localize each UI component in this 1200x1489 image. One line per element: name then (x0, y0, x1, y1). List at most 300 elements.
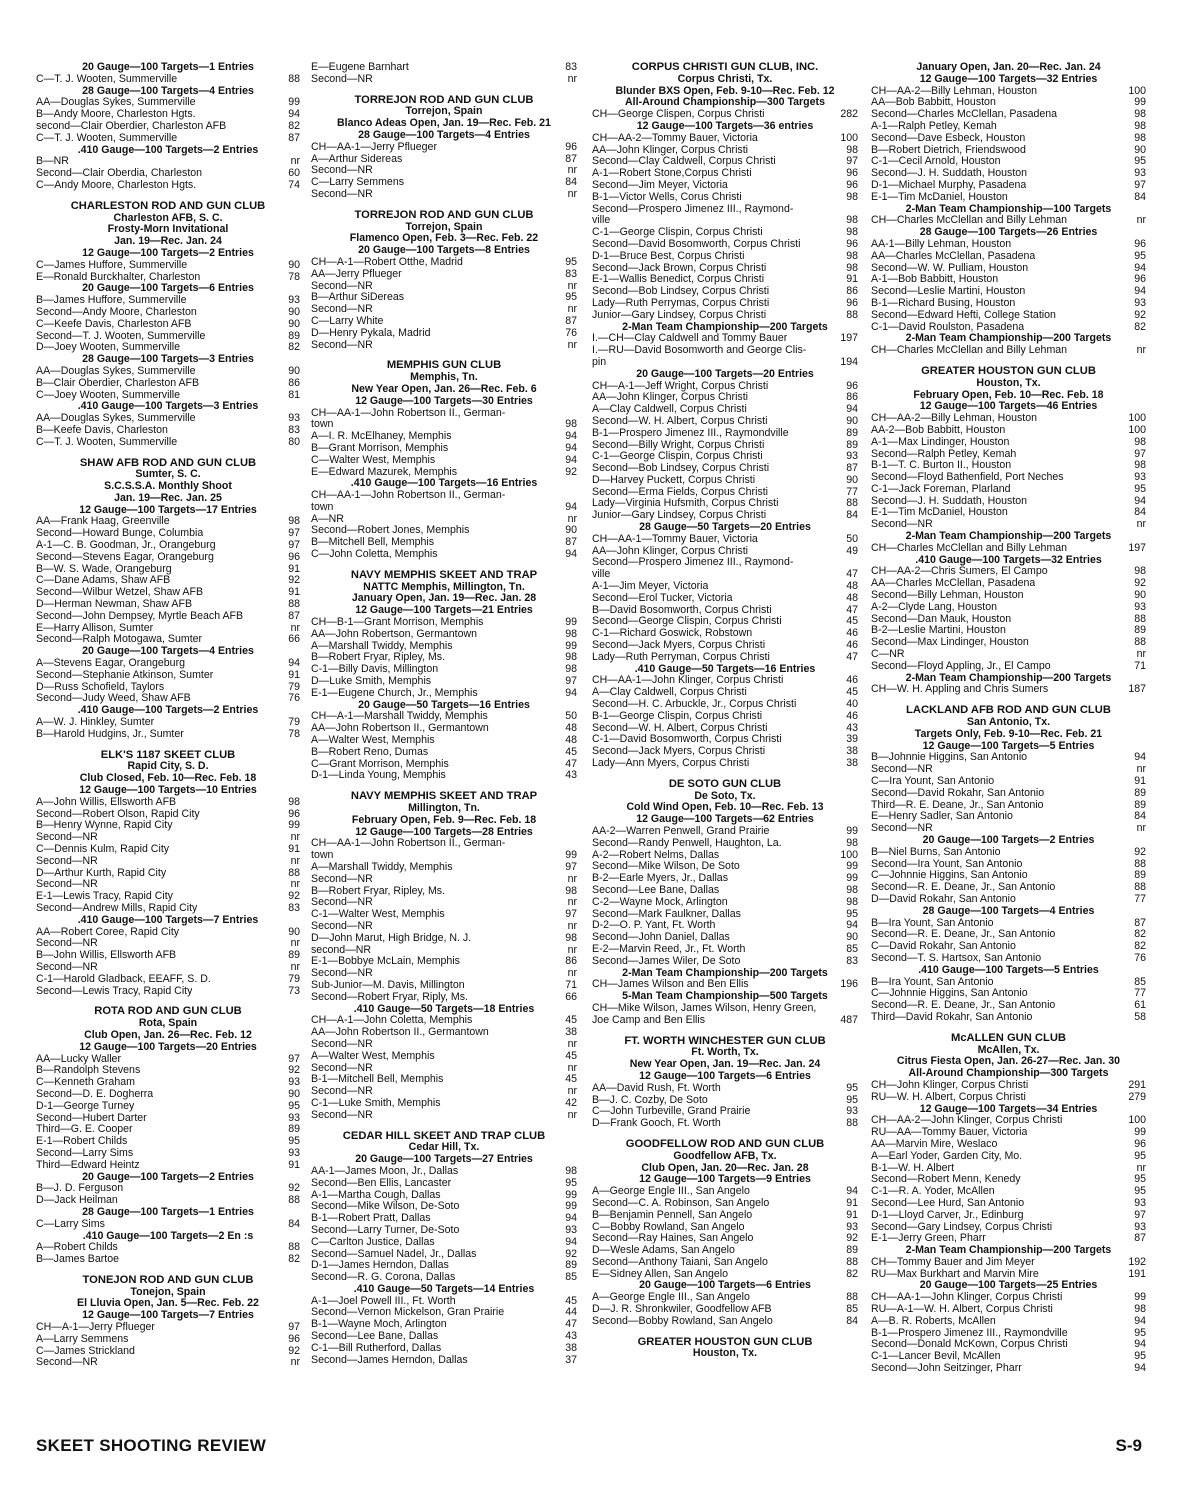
shooter-name: Second—Clair Oberdia, Charleston (36, 168, 203, 180)
shooter-name: CH—AA-1—John Robertson II., German- (311, 838, 506, 850)
result-row (592, 838, 858, 850)
shooter-name: Lady—Ruth Perrymas, Corpus Christi (592, 297, 770, 309)
shooter-name: B—J. D. Ferguson (36, 1183, 124, 1195)
score: 96 (288, 1332, 300, 1345)
shooter-name: C-2—Wayne Mock, Arlington (592, 896, 728, 908)
result-row (311, 874, 577, 886)
shooter-name: C-1—Billy Davis, Millington (311, 664, 439, 676)
result-row (871, 625, 1146, 637)
shooter-name: Second—Clay Caldwell, Corpus Christi (592, 156, 776, 168)
score: 89 (1134, 798, 1146, 811)
score: 82 (1134, 940, 1146, 953)
score: nr (567, 919, 577, 932)
shooter-name: D-1—George Turney (36, 1100, 135, 1112)
shooter-name: A-1—Martha Cough, Dallas (311, 1189, 441, 1201)
shooter-name: A—Walter West, Memphis (311, 735, 435, 747)
result-row (36, 670, 300, 682)
score: 89 (846, 426, 858, 439)
score: 99 (565, 849, 577, 862)
shooter-name: AA—Charles McClellan, Pasadena (871, 578, 1036, 590)
result-row (311, 257, 577, 269)
results-block (311, 62, 577, 86)
score: 77 (1134, 987, 1146, 1000)
result-row (36, 1357, 300, 1369)
result-row (311, 980, 577, 992)
score: 88 (288, 866, 300, 879)
shooter-name: CH—A-1—John Coletta, Memphis (311, 1015, 473, 1027)
score: 95 (288, 1135, 300, 1148)
club-info: Rapid City, S. D. (127, 760, 209, 773)
shooter-name: Second—Mike Wilson, De-Soto (311, 1201, 460, 1213)
results-block (36, 1042, 300, 1172)
result-row (871, 800, 1146, 812)
event-heading: .410 Gauge—100 Targets—3 Entries (77, 400, 259, 413)
score: 89 (288, 949, 300, 962)
results-block (36, 785, 300, 915)
result-row (871, 298, 1146, 310)
result-row (592, 1257, 858, 1269)
score: 95 (846, 1081, 858, 1094)
results-block (871, 366, 1146, 401)
result-row (871, 239, 1146, 251)
result-row (36, 425, 300, 437)
score: 95 (1134, 249, 1146, 262)
shooter-name: Second—NR (36, 961, 98, 973)
shooter-name: Lady—Virginia Hufsmith, Corpus Christi (592, 498, 779, 510)
score: 99 (1134, 96, 1146, 109)
shooter-name: Second—James Herndon, Dallas (311, 1354, 468, 1366)
result-row (36, 97, 300, 109)
shooter-name: CH—AA-2—John Klinger, Corpus Christi (871, 1115, 1063, 1127)
shooter-name: B—W. S. Wade, Orangeburg (36, 563, 172, 575)
score: 98 (846, 190, 858, 203)
score: 90 (846, 473, 858, 486)
shooter-name: Second—R. E. Deane, Jr., San Antonio (871, 1000, 1056, 1012)
shooter-name: C—Keefe Davis, Charleston AFB (36, 318, 192, 330)
result-row (871, 637, 1146, 649)
event-heading: .410 Gauge—100 Targets—2 Entries (77, 704, 259, 717)
score: 99 (846, 860, 858, 873)
event-heading: 2-Man Team Championship—200 Targets (905, 530, 1112, 543)
score: nr (290, 854, 300, 867)
score: 99 (846, 872, 858, 885)
shooter-name: Second—Floyd Bathenfield, Port Neches (871, 472, 1064, 484)
club-title: NAVY MEMPHIS SKEET AND TRAP (350, 790, 538, 803)
shooter-name: B-1—T. C. Burton II., Houston (871, 460, 1012, 472)
result-row (36, 1242, 300, 1254)
shooter-name: Second—NR (36, 1357, 98, 1369)
shooter-name: Second—Charles McClellan, Pasadena (871, 109, 1058, 121)
shooter-name: Second—David Bosomworth, Corpus Christi (592, 238, 801, 250)
score: 91 (288, 562, 300, 575)
results-block (36, 1172, 300, 1207)
result-row (871, 1139, 1146, 1151)
result-row (592, 699, 858, 711)
club-info: S.C.S.S.A. Monthly Shoot (104, 480, 232, 493)
result-row (36, 295, 300, 307)
shooter-name: D-1—Lloyd Carver, Jr., Edinburg (871, 1209, 1024, 1221)
score: 98 (565, 663, 577, 676)
score: 97 (288, 527, 300, 540)
results-block (592, 369, 858, 522)
score: 192 (1128, 1255, 1146, 1268)
score: 93 (1134, 1196, 1146, 1209)
club-title: GREATER HOUSTON GUN CLUB (921, 364, 1096, 377)
shooter-name: Second—Donald McKown, Corpus Christi (871, 1339, 1068, 1351)
score: 98 (1134, 459, 1146, 472)
shooter-name: Third—R. E. Deane, Jr., San Antonio (871, 799, 1044, 811)
event-heading: 12 Gauge—100 Targets—46 Entries (919, 400, 1098, 413)
shooter-name: Second—Leslie Martini, Houston (871, 286, 1026, 298)
score: nr (290, 621, 300, 634)
score: 84 (846, 1314, 858, 1327)
score: 82 (1134, 320, 1146, 333)
event-heading: January Open, Jan. 20—Rec. Jan. 24 (916, 61, 1101, 73)
result-row (871, 1012, 1146, 1024)
result-row (871, 145, 1146, 157)
event-heading: .410 Gauge—100 Targets—2 Entries (77, 143, 259, 156)
shooter-name: C—T. J. Wooten, Summerville (36, 436, 178, 448)
result-row (311, 502, 577, 514)
score: 48 (565, 722, 577, 735)
results-block (36, 62, 300, 86)
score: 97 (846, 155, 858, 168)
result-row (871, 310, 1146, 322)
result-row (871, 543, 1146, 555)
shooter-name: C-1—Harold Gladback, EEAFF, S. D. (36, 973, 211, 985)
score: 98 (288, 515, 300, 528)
result-row (36, 682, 300, 694)
result-row (592, 451, 858, 463)
score: 88 (846, 497, 858, 510)
result-row (36, 180, 300, 192)
score: 44 (565, 1306, 577, 1319)
club-info: Jan. 19—Rec. Jan. 25 (114, 491, 222, 504)
shooter-name: B—Ira Yount, San Antonio (871, 976, 994, 988)
score: 47 (846, 603, 858, 616)
shooter-name: town (311, 501, 334, 513)
score: 99 (565, 639, 577, 652)
shooter-name: C—Andy Moore, Charleston Hgts. (36, 179, 197, 191)
results-block (311, 1154, 577, 1284)
shooter-name: D—Harvey Puckett, Corpus Christi (592, 474, 756, 486)
score: 89 (288, 329, 300, 342)
results-block (36, 705, 300, 740)
shooter-name: A—Arthur Sidereas (311, 153, 403, 165)
result-row (871, 788, 1146, 800)
score: 98 (565, 931, 577, 944)
shooter-name: Second—J. H. Suddath, Houston (871, 168, 1028, 180)
score: 94 (565, 430, 577, 443)
score: 95 (1134, 1185, 1146, 1198)
result-row (311, 992, 577, 1004)
score: 91 (288, 668, 300, 681)
shooter-name: Second—W. W. Pulliam, Houston (871, 262, 1029, 274)
result-row (592, 180, 858, 192)
shooter-name: Lady—Ann Myers, Corpus Christi (592, 758, 750, 770)
score: 92 (288, 1064, 300, 1077)
club-info: January Open, Jan. 19—Rec. Jan. 28 (351, 592, 537, 605)
shooter-name: CH—Charles McClellan and Billy Lehman (871, 215, 1068, 227)
shooter-name: CH—James Wilson and Ben Ellis (592, 979, 749, 991)
shooter-name: B—John Willis, Ellsworth AFB (36, 950, 177, 962)
shooter-name: Junior—Gary Lindsey, Corpus Christi (592, 510, 767, 522)
shooter-name: B-1—W. H. Albert (871, 1162, 955, 1174)
shooter-name: B-1—Victor Wells, Corus Christi (592, 191, 742, 203)
score: 45 (846, 615, 858, 628)
score: 45 (846, 686, 858, 699)
results-block (592, 991, 858, 1026)
result-row (871, 764, 1146, 776)
result-row (871, 192, 1146, 204)
result-row (871, 941, 1146, 953)
shooter-name: CH—A-1—Marshall Twiddy, Memphis (311, 711, 488, 723)
score: 95 (288, 1099, 300, 1112)
result-row (592, 1186, 858, 1198)
score: 46 (846, 709, 858, 722)
results-block (36, 1275, 300, 1310)
shooter-name: A—George Engle III., San Angelo (592, 1292, 750, 1304)
score: 94 (565, 441, 577, 454)
results-block (592, 664, 858, 770)
result-row (36, 156, 300, 168)
results-block (311, 396, 577, 479)
shooter-name: D-1—Bruce Best, Corpus Christi (592, 250, 745, 262)
score: 96 (846, 178, 858, 191)
event-heading: 12 Gauge—100 Targets—30 Entries (355, 394, 533, 407)
event-heading: 2-Man Team Championship—200 Targets (905, 332, 1112, 345)
score: 88 (1134, 636, 1146, 649)
score: 98 (846, 261, 858, 274)
result-row (311, 281, 577, 293)
shooter-name: CH—AA-1—Tommy Bauer, Victoria (592, 533, 758, 545)
shooter-name: Second—Gary Lindsey, Corpus Christi (871, 1221, 1053, 1233)
score: 98 (1134, 1303, 1146, 1316)
shooter-name: D—Henry Pykala, Madrid (311, 327, 431, 339)
result-row (36, 1113, 300, 1125)
shooter-name: C-1—George Clispin, Corpus Christi (592, 227, 763, 239)
club-title: CHARLESTON ROD AND GUN CLUB (70, 199, 266, 212)
score: 76 (1134, 951, 1146, 964)
shooter-name: Sub-Junior—M. Davis, Millington (311, 979, 465, 991)
result-row (36, 552, 300, 564)
score: 94 (565, 1235, 577, 1248)
club-info: All-Around Championship—300 Targets (908, 1067, 1109, 1080)
score: 83 (288, 901, 300, 914)
score: 93 (565, 1223, 577, 1236)
result-row (36, 809, 300, 821)
results-block (36, 354, 300, 401)
result-row (871, 1186, 1146, 1198)
club-info: Club Open, Jan. 26—Rec. Feb. 12 (84, 1028, 252, 1041)
shooter-name: B—Johnnie Higgins, San Antonio (871, 752, 1028, 764)
result-row (871, 870, 1146, 882)
result-row (311, 514, 577, 526)
score: 88 (846, 1255, 858, 1268)
shooter-name: D—Luke Smith, Memphis (311, 676, 432, 688)
score: 96 (846, 167, 858, 180)
result-row (871, 614, 1146, 626)
shooter-name: Second—W. H. Albert, Corpus Christi (592, 415, 768, 427)
club-info: Flamenco Open, Feb. 3—Rec. Feb. 22 (349, 232, 539, 245)
result-row (36, 528, 300, 540)
shooter-name: C—T. J. Wooten, Summerville (36, 132, 178, 144)
score: 47 (565, 1318, 577, 1331)
club-title: TORREJON ROD AND GUN CLUB (354, 93, 534, 106)
shooter-name: Second—Billy Wright, Corpus Christi (592, 439, 765, 451)
club-info: New Year Open, Jan. 26—Rec. Feb. 6 (351, 382, 537, 395)
shooter-name: C—Ira Yount, San Antonio (871, 776, 995, 788)
shooter-name: C—Johnnie Higgins, San Antonio (871, 870, 1028, 882)
score: 191 (1128, 1267, 1146, 1280)
result-row (592, 897, 858, 909)
shooter-name: E-1—Lewis Tracy, Rapid City (36, 891, 173, 903)
result-row (871, 1292, 1146, 1304)
results-block (592, 1036, 858, 1071)
shooter-name: A-2—Clyde Lang, Houston (871, 601, 998, 613)
result-row (871, 578, 1146, 590)
result-row (592, 440, 858, 452)
score: 89 (565, 1259, 577, 1272)
results-block (592, 1139, 858, 1174)
score: 94 (1134, 1338, 1146, 1351)
result-row (36, 986, 300, 998)
club-info: McAllen, Tx. (977, 1043, 1040, 1056)
club-info: Tonejon, Spain (130, 1285, 206, 1298)
shooter-name: A-1—Ralph Petley, Kemah (871, 120, 997, 132)
result-row (592, 298, 858, 310)
shooter-name: B—Robert Dietrich, Friendswood (871, 144, 1026, 156)
result-row (592, 463, 858, 475)
score: 194 (840, 355, 858, 368)
shooter-name: Second—George Clispin, Corpus Christi (592, 616, 782, 628)
result-row (592, 723, 858, 735)
results-column-3 (592, 62, 858, 1360)
score: nr (567, 1085, 577, 1098)
shooter-name: C-1—Walter West, Memphis (311, 909, 445, 921)
result-row (592, 909, 858, 921)
shooter-name: Joe Camp and Ben Ellis (592, 1014, 706, 1026)
club-title: NAVY MEMPHIS SKEET AND TRAP (350, 568, 538, 581)
score: 94 (1134, 1314, 1146, 1327)
shooter-name: Second—Lewis Tracy, Rapid City (36, 985, 193, 997)
result-row (592, 133, 858, 145)
event-heading: 12 Gauge—100 Targets—36 entries (636, 119, 814, 132)
result-row (311, 664, 577, 676)
score: 39 (846, 733, 858, 746)
result-row (36, 109, 300, 121)
result-row (36, 587, 300, 599)
shooter-name: B—James Bartoe (36, 1254, 120, 1266)
shooter-name: D—Joey Wooten, Summerville (36, 342, 181, 354)
shooter-name: AA—Jerry Pflueger (311, 268, 402, 280)
score: 96 (846, 296, 858, 309)
results-block (871, 401, 1146, 531)
results-block (36, 458, 300, 505)
shooter-name: Second—Erma Fields, Corpus Christi (592, 486, 769, 498)
score: 49 (846, 544, 858, 557)
shooter-name: Second—Dan Mauk, Houston (871, 613, 1012, 625)
result-row (592, 428, 858, 440)
shooter-name: CH—George Clispen, Corpus Christi (592, 109, 765, 121)
result-row (871, 602, 1146, 614)
result-row (311, 1319, 577, 1331)
score: 43 (846, 721, 858, 734)
shooter-name: D-1—James Herndon, Dallas (311, 1260, 449, 1272)
score: 96 (1134, 1137, 1146, 1150)
shooter-name: Second—Hubert Darter (36, 1112, 147, 1124)
score: nr (567, 967, 577, 980)
result-row (871, 425, 1146, 437)
results-block (592, 968, 858, 992)
shooter-name: B—David Bosomworth, Corpus Christi (592, 604, 772, 616)
score: 38 (565, 1026, 577, 1039)
result-row (36, 1148, 300, 1160)
results-block (36, 1231, 300, 1266)
shooter-name: AA—Douglas Sykes, Summerville (36, 97, 196, 109)
score: 90 (288, 1087, 300, 1100)
shooter-name: Second—Bobby Rowland, San Angelo (592, 1315, 773, 1327)
result-row (592, 534, 858, 546)
results-block (36, 505, 300, 647)
score: 97 (288, 539, 300, 552)
score: 45 (565, 1014, 577, 1027)
shooter-name: Second—Vernon Mickelson, Gran Prairie (311, 1307, 505, 1319)
results-block (592, 1337, 858, 1361)
score: 94 (565, 548, 577, 561)
shooter-name: B-1—Mitchell Bell, Memphis (311, 1074, 444, 1086)
results-block (871, 531, 1146, 555)
score: 96 (846, 379, 858, 392)
score: 99 (1134, 1126, 1146, 1139)
result-row (871, 413, 1146, 425)
shooter-name: Second—Stephanie Atkinson, Sumter (36, 669, 214, 681)
shooter-name: Second—Ira Yount, San Antonio (871, 858, 1023, 870)
shooter-name: CH—Mike Wilson, James Wilson, Henry Green, (592, 1002, 817, 1014)
shooter-name: Second—Ralph Petley, Kemah (871, 448, 1017, 460)
result-row (592, 416, 858, 428)
result-row (36, 1054, 300, 1066)
result-row (871, 484, 1146, 496)
result-row (592, 475, 858, 487)
shooter-name: C—David Rokahr, San Antonio (871, 941, 1016, 953)
score: nr (567, 1037, 577, 1050)
result-row (592, 357, 858, 369)
event-heading: .410 Gauge—50 Targets—16 Entries (634, 662, 816, 675)
shooter-name: Second—Andrew Mills, Rapid City (36, 902, 198, 914)
result-row (311, 862, 577, 874)
event-heading: 12 Gauge—100 Targets—9 Entries (639, 1173, 811, 1186)
shooter-name: A—I. R. McElhaney, Memphis (311, 431, 452, 443)
results-block (311, 130, 577, 201)
score: 43 (565, 1330, 577, 1343)
shooter-name: CH—A-1—Jeff Wright, Corpus Christi (592, 380, 769, 392)
event-heading: 2-Man Team Championship—200 Targets (905, 1244, 1112, 1257)
results-block (871, 965, 1146, 1024)
score: 78 (288, 727, 300, 740)
event-heading: 20 Gauge—100 Targets—6 Entries (82, 282, 254, 295)
result-row (871, 1351, 1146, 1363)
score: 82 (288, 119, 300, 132)
shooter-name: C—Johnnie Higgins, San Antonio (871, 988, 1028, 1000)
club-title: CEDAR HILL SKEET AND TRAP CLUB (342, 1129, 546, 1142)
result-row (871, 566, 1146, 578)
score: nr (1136, 1161, 1146, 1174)
club-title: ELK'S 1187 SKEET CLUB (100, 748, 236, 761)
result-row (871, 437, 1146, 449)
result-row (311, 968, 577, 980)
result-row (871, 121, 1146, 133)
